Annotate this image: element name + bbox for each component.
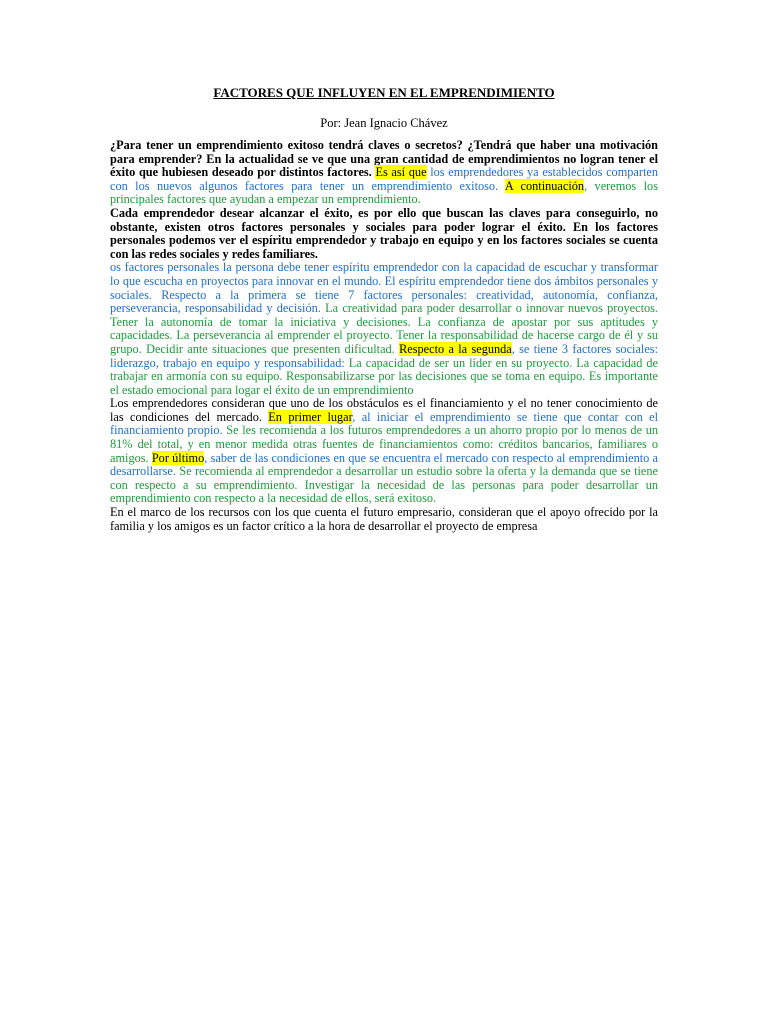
paragraph-4-blue-1: , al iniciar el emprendimiento se tiene que contar con el financiamiento propio. (110, 409, 658, 438)
highlight-a-continuacion: A continuación (504, 178, 585, 193)
highlight-en-primer-lugar: En primer lugar (268, 409, 353, 424)
paragraph-3-green-1: La creatividad para poder desarrollar o innovar nuevos proyectos. Tener la autonomía de tomar la iniciativa y decisiones. La confianza de apostar por sus aptitudes y capacidades. La perseverancia al emprender el proyecto. Tener la responsabilidad de hacerse cargo de él y su grupo. Decidir ante situaciones que presenten dificultad. (110, 301, 658, 356)
paragraph-4-blue-2: , saber de las condiciones en que se encuentra el mercado con respecto al emprendimiento a desarrollarse. (110, 450, 658, 479)
highlight-es-asi-que: Es así que (375, 165, 427, 180)
paragraph-2: Cada emprendedor desear alcanzar el éxito, es por ello que buscan las claves para conseguirlo, no obstante, existen otros factores personales y sociales para poder lograr el éxito. En los factores personales podemos ver el espíritu emprendedor y trabajo en equipo y en los factores sociales se cuenta con las redes sociales y redes familiares. (110, 205, 658, 261)
paragraph-3-blue-1: os factores personales la persona debe tener espíritu emprendedor con la capacidad de escuchar y transformar lo que escucha en proyectos para innovar en el mundo. El espíritu emprendedor tiene dos ámbitos personales y sociales. Respecto a la primera se tiene 7 factores personales: creatividad, autonomía, confianza, perseverancia, responsabilidad y decisión. (110, 260, 658, 316)
paragraph-1-bold: ¿Para tener un emprendimiento exitoso tendrá claves o secretos? ¿Tendrá que haber una motivación para emprender? En la actualidad se ve que una gran cantidad de emprendimientos no logran tener el éxito que hubiesen deseado por distintos factores (110, 138, 658, 180)
paragraph-3-green-2: La capacidad de ser un líder en su proyecto. La capacidad de trabajar en armonía con su equipo. Responsabilizarse por las decisiones que se toma en equipo. Es importante el estado emocional para logar el éxito de un emprendimiento (110, 355, 659, 397)
paragraph-1-green: , veremos los principales factores que ayudan a empezar un emprendimiento. (110, 178, 658, 207)
paragraph-5: En el marco de los recursos con los que cuenta el futuro empresario, consideran que el apoyo ofrecido por la familia y los amigos es un factor crítico a la hora de desarrollar el proyecto de empresa (110, 505, 658, 533)
document-body (110, 139, 658, 533)
paragraph-4-green-1: Se les recomienda a los futuros emprendedores a un ahorro propio por lo menos de un 81% del total, y en menor medida otras fuentes de financiamientos como: créditos bancarios, familiares o amigos. (110, 423, 658, 465)
paragraph-4 (110, 397, 658, 506)
paragraph-3-blue-2: , se tiene 3 factores sociales: liderazgo, trabajo en equipo y responsabilidad: (110, 341, 658, 370)
paragraph-3 (110, 261, 658, 397)
paragraph-4-green-2: Se recomienda al emprendedor a desarrollar un estudio sobre la oferta y la demanda que se tiene con respecto a su emprendimiento. Investigar la necesidad de las personas para poder desarrollar un emprendimiento con respecto a la necesidad de ellos, será exitoso. (110, 464, 658, 506)
paragraph-1 (110, 139, 658, 207)
highlight-por-ultimo: Por último (151, 450, 205, 465)
paragraph-1-blue: los emprendedores ya establecidos comparten con los nuevos algunos factores para tener un emprendimiento exitoso. (110, 165, 658, 193)
document-title: FACTORES QUE INFLUYEN EN EL EMPRENDIMIENTO (213, 85, 555, 100)
document-author: Por: Jean Ignacio Chávez (320, 116, 448, 130)
paragraph-4-black: Los emprendedores consideran que uno de los obstáculos es el financiamiento y el no tener conocimiento de las condiciones del mercado. (110, 396, 658, 424)
highlight-respecto-a-la-segunda: Respecto a la segunda (399, 341, 512, 356)
paragraph-1-bold-end: . (368, 165, 376, 180)
